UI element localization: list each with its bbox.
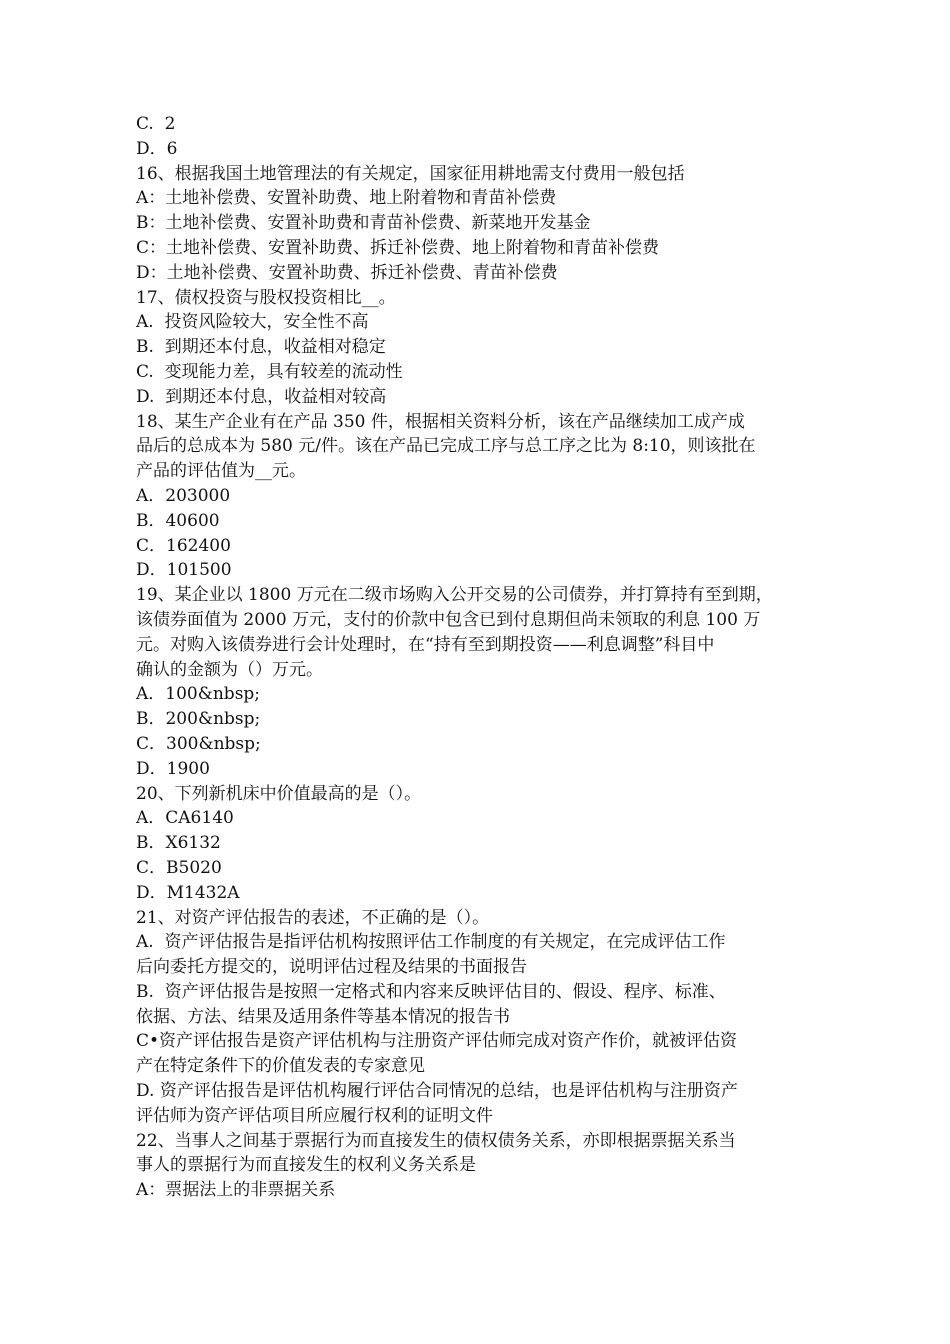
text-line: D．6 <box>136 138 178 159</box>
text-line: 事人的票据行为而直接发生的权利义务关系是 <box>136 1155 476 1176</box>
document-body <box>136 112 836 1203</box>
option-line: B．40600 <box>136 510 220 531</box>
text-line: C. 2 <box>136 114 176 134</box>
text-line: 品后的总成本为 580 元/件。该在产品已完成工序与总工序之比为 8:10，则该批在 <box>136 436 756 457</box>
option-line: B. 资产评估报告是按照一定格式和内容来反映评估目的、假设、程序、标准、 <box>136 981 726 1002</box>
option-line: D：土地补偿费、安置补助费、拆迁补偿费、青苗补偿费 <box>136 262 558 283</box>
option-line: C. 变现能力差，具有较差的流动性 <box>136 361 403 382</box>
text-line: 元。对购入该债券进行会计处理时，在“持有至到期投资——利息调整”科目中 <box>136 634 715 655</box>
text-line: 该债券面值为 2000 万元，支付的价款中包含已到付息期但尚未领取的利息 100 万 <box>136 609 761 630</box>
text-line: 产在特定条件下的价值发表的专家意见 <box>136 1056 425 1077</box>
text-line: 确认的金额为（）万元。 <box>136 659 323 680</box>
question-20: 20、下列新机床中价值最高的是（）。 <box>136 783 422 804</box>
option-line: A：土地补偿费、安置补助费、地上附着物和青苗补偿费 <box>136 188 557 209</box>
option-line: D．101500 <box>136 560 232 581</box>
option-line: B．X6132 <box>136 833 221 854</box>
option-line: A．100&nbsp; <box>136 684 261 705</box>
option-line: A. 资产评估报告是指评估机构按照评估工作制度的有关规定，在完成评估工作 <box>136 932 726 953</box>
question-17: 17、债权投资与股权投资相比__。 <box>136 287 396 308</box>
text-line: 后向委托方提交的，说明评估过程及结果的书面报告 <box>136 957 527 978</box>
text-line: 评估师为资产评估项目所应履行权利的证明文件 <box>136 1105 493 1126</box>
question-19: 19、某企业以 1800 万元在二级市场购入公开交易的公司债券，并打算持有至到期， <box>136 585 773 606</box>
option-line: A．CA6140 <box>136 808 234 829</box>
option-line: C•资产评估报告是资产评估机构与注册资产评估师完成对资产作价，就被评估资 <box>136 1031 738 1052</box>
option-line: A．203000 <box>136 485 231 506</box>
option-line: D. 资产评估报告是评估机构履行评估合同情况的总结，也是评估机构与注册资产 <box>136 1081 738 1102</box>
text-line: 依据、方法、结果及适用条件等基本情况的报告书 <box>136 1006 510 1027</box>
option-line: D．1900 <box>136 758 210 779</box>
option-line: A. 投资风险较大，安全性不高 <box>136 312 369 333</box>
question-16: 16、根据我国土地管理法的有关规定，国家征用耕地需支付费用一般包括 <box>136 163 685 184</box>
option-line: A：票据法上的非票据关系 <box>136 1180 336 1201</box>
option-line: C．300&nbsp; <box>136 733 261 754</box>
question-18: 18、某生产企业有在产品 350 件，根据相关资料分析，该在产品继续加工成产成 <box>136 411 745 432</box>
question-21: 21、对资产评估报告的表述，不正确的是（）。 <box>136 907 490 928</box>
option-line: B：土地补偿费、安置补助费和青苗补偿费、新菜地开发基金 <box>136 213 591 234</box>
text-line: 产品的评估值为__元。 <box>136 461 306 482</box>
option-line: B．200&nbsp; <box>136 709 261 730</box>
option-line: C：土地补偿费、安置补助费、拆迁补偿费、地上附着物和青苗补偿费 <box>136 237 660 258</box>
option-line: C．B5020 <box>136 857 222 878</box>
question-22: 22、当事人之间基于票据行为而直接发生的债权债务关系，亦即根据票据关系当 <box>136 1130 736 1151</box>
option-line: B. 到期还本付息，收益相对稳定 <box>136 337 386 358</box>
option-line: D．M1432A <box>136 882 240 903</box>
option-line: D. 到期还本付息，收益相对较高 <box>136 386 387 407</box>
option-line: C．162400 <box>136 535 231 556</box>
